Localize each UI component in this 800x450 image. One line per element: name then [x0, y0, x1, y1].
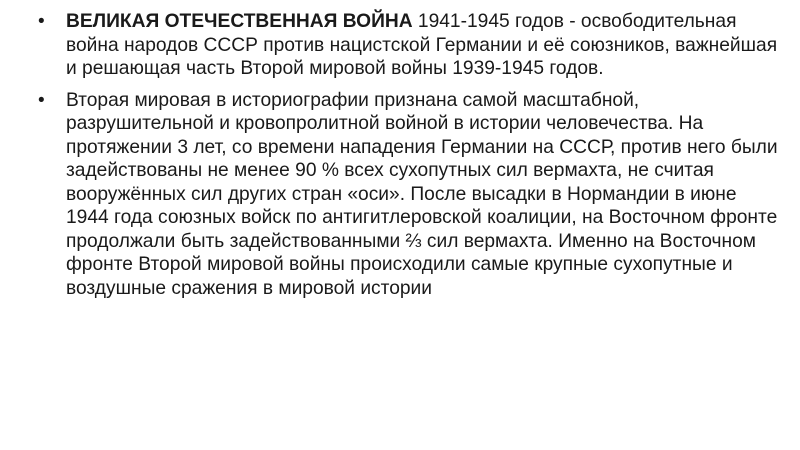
bullet-item-1 — [38, 10, 783, 81]
bullet-text: 1941-1945 годов - освободительная война народов СССР против нацистской Германии и её союзников, важнейшая и решающая часть Второй мировой войны 1939-1945 годов. — [66, 11, 778, 79]
bullet-item-2 — [38, 89, 783, 301]
bullet-marker: • — [38, 11, 45, 32]
bullet-marker: • — [38, 89, 45, 111]
bullet-text: Вторая мировая в историографии признана самой масштабной, разрушительной и кровопролитной войной в истории человечества. На протяжении 3 лет, со времени нападения Германии на СССР, против него были задействованы не менее 90 % всех сухопутных сил вермахта, не считая вооружённых сил других стран «оси». После высадки в Нормандии в июне 1944 года союзных войск по антигитлеровской коалиции, на Восточном фронте продолжали быть задействованными ⅔ сил вермахта. Именно на Восточном фронте Второй мировой войны происходили самые крупные сухопутные и воздушные сражения в мировой истории — [66, 89, 778, 299]
bullet-list — [38, 10, 783, 308]
bullet-heading: ВЕЛИКАЯ ОТЕЧЕСТВЕННАЯ ВОЙНА — [66, 11, 413, 32]
